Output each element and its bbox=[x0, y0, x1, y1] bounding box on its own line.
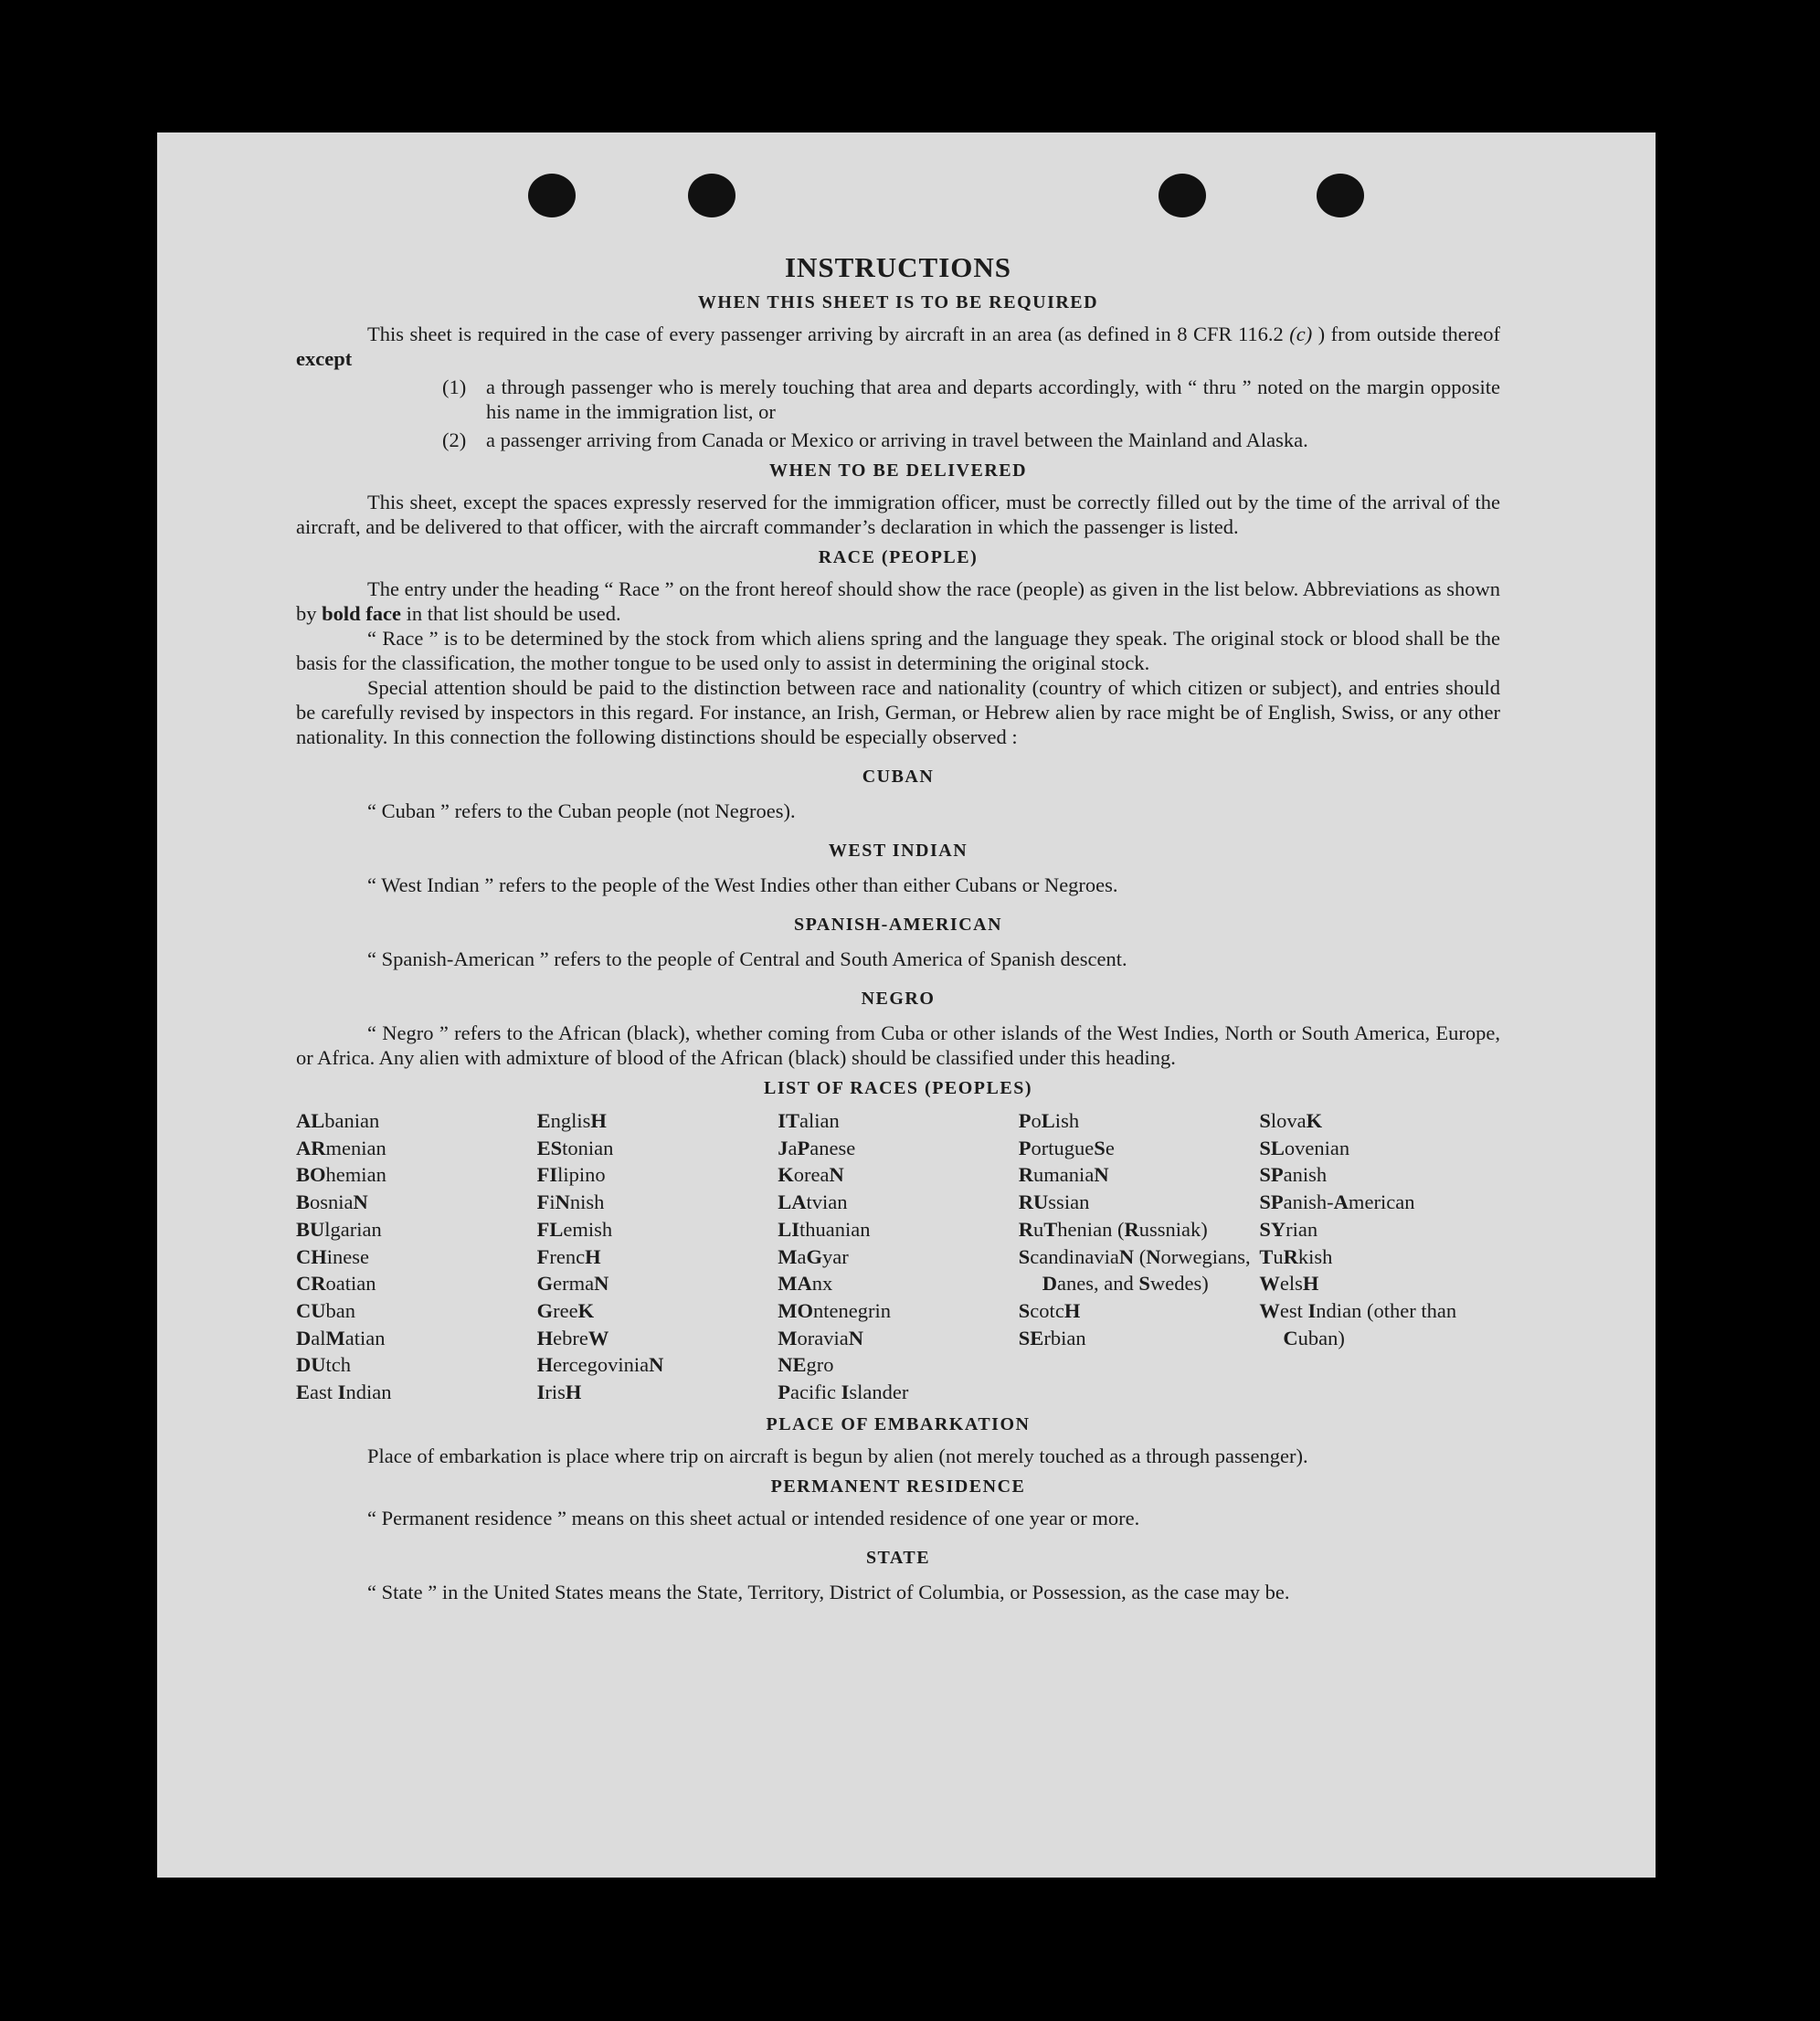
race-item: PortugueSe bbox=[1018, 1136, 1115, 1159]
page-title: INSTRUCTIONS bbox=[784, 251, 1011, 283]
paragraph-place-of-embarkation: Place of embarkation is place where trip on aircraft is begun by alien (not merely touched as a through passenger). bbox=[367, 1444, 1308, 1467]
race-item: ITalian bbox=[778, 1109, 840, 1132]
race-item: SYrian bbox=[1259, 1217, 1318, 1241]
races-column-1 bbox=[296, 1107, 537, 1406]
race-item: DUtch bbox=[296, 1353, 352, 1377]
paragraph-negro: “ Negro ” refers to the African (black), whether coming from Cuba or other islands of the West Indies, North or South America, Europe, or Africa. Any alien with admixture of blood of the African (black) should be classified under this heading. bbox=[296, 1021, 1500, 1069]
race-item: LIthuanian bbox=[778, 1217, 871, 1241]
race-item: MOntenegrin bbox=[778, 1298, 891, 1322]
race-item: MAnx bbox=[778, 1272, 833, 1296]
paragraph-race-2: “ Race ” is to be determined by the stock from which aliens spring and the language they speak. The original stock or blood shall be the basis for the classification, the mother tongue to be used only to assist in determining the original stock. bbox=[296, 627, 1500, 674]
punch-hole-4 bbox=[1317, 174, 1364, 217]
punch-hole-2 bbox=[688, 174, 735, 217]
race-item: BosniaN bbox=[296, 1190, 368, 1214]
paragraph-when-required: This sheet is required in the case of every passenger arriving by aircraft in an area (as defined in 8 CFR 116.2 (c) ) from outside thereof except bbox=[296, 323, 1501, 370]
race-item: FLemish bbox=[536, 1217, 613, 1241]
race-item: KoreaN bbox=[778, 1163, 844, 1187]
race-item: ARmenian bbox=[296, 1136, 386, 1159]
race-item: FIlipino bbox=[536, 1163, 606, 1187]
paragraph-state: “ State ” in the United States means the State, Territory, District of Columbia, or Possession, as the case may be. bbox=[367, 1580, 1290, 1603]
race-item: West Indian (other than Cuban) bbox=[1259, 1298, 1457, 1349]
race-item: WelsH bbox=[1259, 1272, 1319, 1296]
paragraph-spanish-american: “ Spanish-American ” refers to the people of Central and South America of Spanish descent. bbox=[367, 947, 1127, 970]
exception-item-2: (2) a passenger arriving from Canada or Mexico or arriving in travel between the Mainland and Alaska. bbox=[442, 429, 1308, 451]
race-item: East Indian bbox=[296, 1381, 392, 1404]
race-item: SPanish-American bbox=[1259, 1190, 1415, 1214]
heading-race: RACE (PEOPLE) bbox=[818, 547, 979, 567]
paragraph-permanent-residence: “ Permanent residence ” means on this sheet actual or intended residence of one year or more. bbox=[367, 1506, 1140, 1529]
race-item: CRoatian bbox=[296, 1272, 376, 1296]
exception-item-1: (1) a through passenger who is merely touching that area and departs accordingly, with “ thru ” noted on the margin opposite his name in the immigration list, or bbox=[442, 376, 1500, 423]
race-item: SLovenian bbox=[1259, 1136, 1350, 1159]
race-item: MoraviaN bbox=[778, 1326, 863, 1349]
paragraph-race-3: Special attention should be paid to the distinction between race and nationality (country of which citizen or subject), and entries should be carefully revised by inspectors in this regard. For instance, an Irish, German, or Hebrew alien by race might be of English, Swiss, or any other nationality. In this connection the following distinctions should be especially observed : bbox=[296, 676, 1500, 748]
document-sheet bbox=[157, 132, 1656, 1878]
race-item: GreeK bbox=[536, 1298, 595, 1322]
race-item: CUban bbox=[296, 1298, 355, 1322]
heading-permanent-residence: PERMANENT RESIDENCE bbox=[770, 1476, 1026, 1497]
races-list bbox=[296, 1107, 1500, 1406]
heading-place-of-embarkation: PLACE OF EMBARKATION bbox=[766, 1413, 1031, 1434]
race-item: EnglisH bbox=[536, 1109, 607, 1132]
heading-cuban: CUBAN bbox=[862, 767, 935, 787]
heading-negro: NEGRO bbox=[861, 989, 936, 1009]
race-item: RumaniaN bbox=[1018, 1163, 1109, 1187]
race-item: SlovaK bbox=[1259, 1109, 1323, 1132]
race-item: GermaN bbox=[536, 1272, 609, 1296]
races-column-4 bbox=[1019, 1107, 1260, 1406]
race-item: RUssian bbox=[1018, 1190, 1090, 1214]
race-item: EStonian bbox=[536, 1136, 614, 1159]
race-item: JaPanese bbox=[778, 1136, 856, 1159]
race-item: FrencH bbox=[536, 1244, 601, 1268]
paragraph-race-1: The entry under the heading “ Race ” on the front hereof should show the race (people) as given in the list below. Abbreviations as shown by bold face in that list should be used. bbox=[296, 577, 1500, 625]
race-item: FiNnish bbox=[536, 1190, 605, 1214]
race-item: RuThenian (Russniak) bbox=[1018, 1217, 1208, 1241]
heading-west-indian: WEST INDIAN bbox=[828, 841, 968, 861]
race-item: DalMatian bbox=[296, 1326, 386, 1349]
heading-list-of-races: LIST OF RACES (PEOPLES) bbox=[763, 1078, 1032, 1098]
heading-when-required: WHEN THIS SHEET IS TO BE REQUIRED bbox=[697, 292, 1099, 312]
race-item: SErbian bbox=[1018, 1326, 1086, 1349]
races-column-5 bbox=[1259, 1107, 1500, 1406]
race-item: LAtvian bbox=[778, 1190, 848, 1214]
race-item: ScotcH bbox=[1018, 1298, 1081, 1322]
race-item: PoLish bbox=[1018, 1109, 1080, 1132]
race-item: HebreW bbox=[536, 1326, 609, 1349]
heading-when-delivered: WHEN TO BE DELIVERED bbox=[768, 460, 1028, 481]
races-column-3 bbox=[778, 1107, 1019, 1406]
race-item: HercegoviniaN bbox=[536, 1353, 664, 1377]
paragraph-west-indian: “ West Indian ” refers to the people of the West Indies other than either Cubans or Negroes. bbox=[367, 873, 1118, 896]
race-item: SPanish bbox=[1259, 1163, 1328, 1187]
instructions-content bbox=[296, 251, 1500, 1604]
race-item: TuRkish bbox=[1259, 1244, 1333, 1268]
race-item: MaGyar bbox=[778, 1244, 849, 1268]
race-item: BUlgarian bbox=[296, 1217, 382, 1241]
heading-state: STATE bbox=[865, 1547, 931, 1568]
paragraph-when-delivered: This sheet, except the spaces expressly reserved for the immigration officer, must be correctly filled out by the time of the arrival of the aircraft, and be delivered to that officer, with the aircraft commander’s declaration in which the passenger is listed. bbox=[296, 491, 1500, 538]
race-item: CHinese bbox=[296, 1244, 370, 1268]
paragraph-cuban: “ Cuban ” refers to the Cuban people (not Negroes). bbox=[367, 799, 796, 822]
heading-spanish-american: SPANISH-AMERICAN bbox=[793, 915, 1003, 935]
race-item: BOhemian bbox=[296, 1163, 386, 1187]
punch-hole-1 bbox=[528, 174, 576, 217]
punch-hole-3 bbox=[1159, 174, 1206, 217]
race-item: ScandinaviaN (Norwegians, Danes, and Swedes) bbox=[1018, 1244, 1251, 1296]
races-column-2 bbox=[537, 1107, 778, 1406]
race-item: NEgro bbox=[778, 1353, 834, 1377]
race-item: Pacific Islander bbox=[778, 1381, 909, 1404]
race-item: IrisH bbox=[536, 1381, 582, 1404]
race-item: ALbanian bbox=[296, 1109, 380, 1132]
